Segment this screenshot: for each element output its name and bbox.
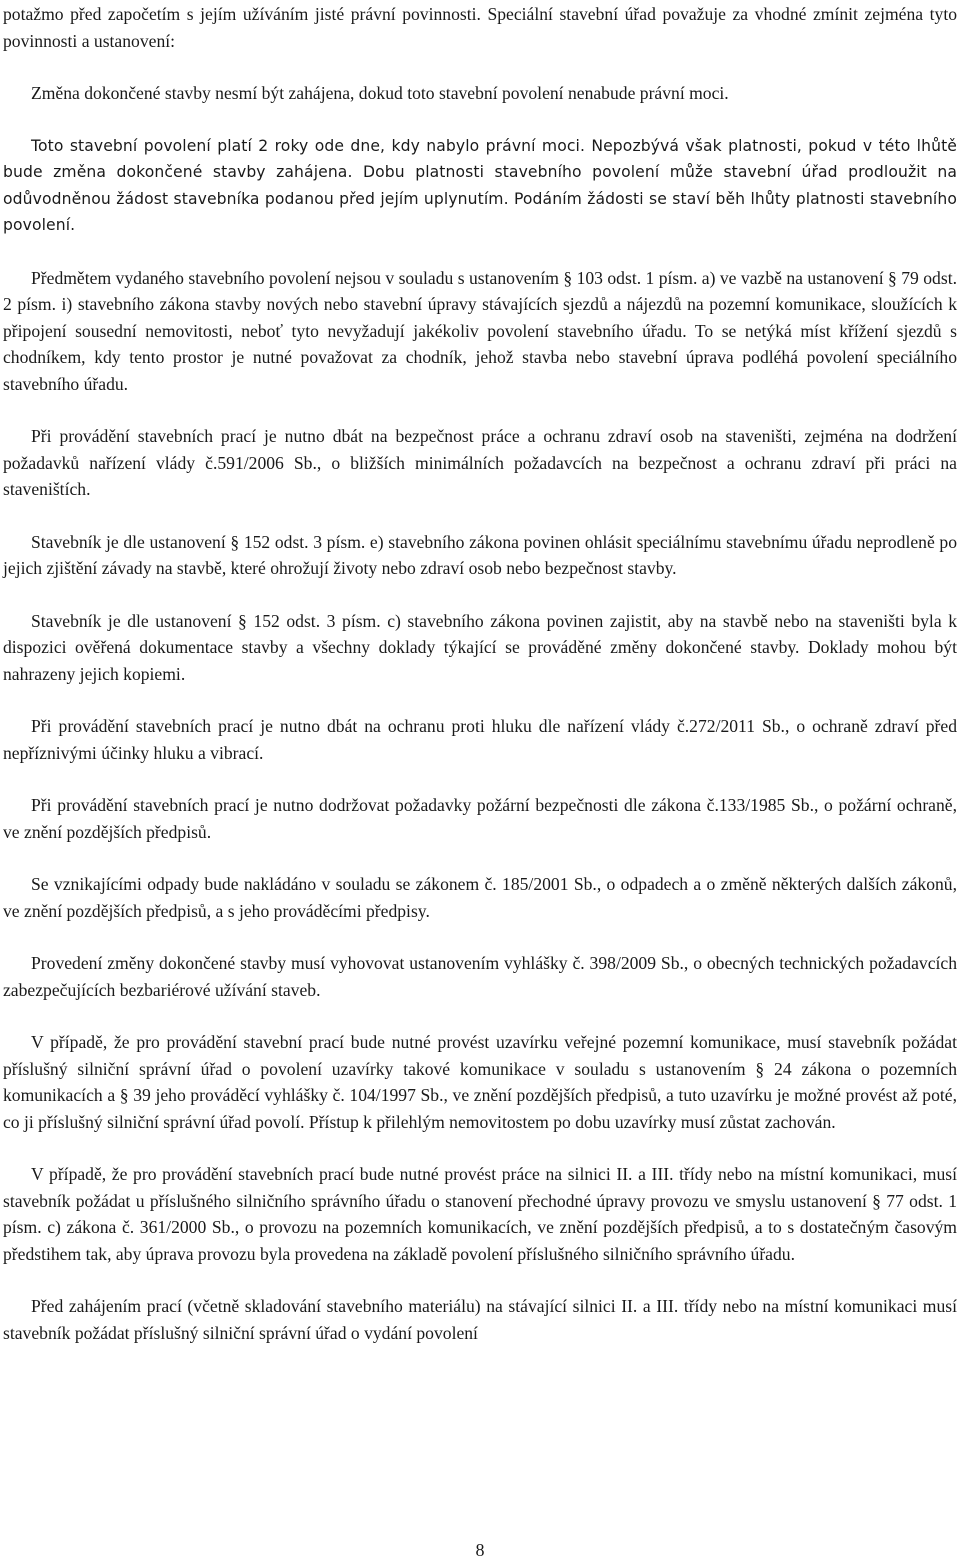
paragraph-13: V případě, že pro provádění stavebních prací bude nutné provést práce na silnici II. a III. třídy nebo na místní komunikaci, musí stavebník požádat u příslušného silničního správního úřadu o stanovení přechodné úpravy provozu ve smyslu ustanovení § 77 odst. 1 písm. c) zákona č. 361/2000 Sb., o provozu na pozemních komunikacích, ve znění pozdějších předpisů, a to s dostatečným časovým předstihem tak, aby úprava provozu byla provedena na základě povolení příslušného silničního správního úřadu.	[3, 1164, 957, 1264]
paragraph-14: Před zahájením prací (včetně skladování stavebního materiálu) na stávající silnici II. a III. třídy nebo na místní komunikaci musí stavebník požádat příslušný silniční správní úřad o vydání povolení	[3, 1296, 957, 1343]
paragraph-9: Při provádění stavebních prací je nutno dodržovat požadavky požární bezpečnosti dle zákona č.133/1985 Sb., o požární ochraně, ve znění pozdějších předpisů.	[3, 795, 957, 842]
paragraph-11: Provedení změny dokončené stavby musí vyhovovat ustanovením vyhlášky č. 398/2009 Sb., o obecných technických požadavcích zabezpečujících bezbariérové užívání staveb.	[3, 953, 957, 1000]
paragraph-2: Změna dokončené stavby nesmí být zahájena, dokud toto stavební povolení nenabude právní moci.	[31, 83, 729, 103]
paragraph-3: Toto stavební povolení platí 2 roky ode dne, kdy nabylo právní moci. Nepozbývá však platnosti, pokud v této lhůtě bude změna dokončené stavby zahájena. Dobu platnosti stavebního povolení může stavební úřad prodloužit na odůvodněnou žádost stavebníka podanou před jejím uplynutím. Podáním žádosti se staví běh lhůty platnosti stavebního povolení.	[3, 136, 957, 234]
paragraph-6: Stavebník je dle ustanovení § 152 odst. 3 písm. e) stavebního zákona povinen ohlásit speciálnímu stavebnímu úřadu neprodleně po jejich zjištění závady na stavbě, které ohrožují životy nebo zdraví osob nebo bezpečnost stavby.	[3, 531, 957, 578]
paragraph-4: Předmětem vydaného stavebního povolení nejsou v souladu s ustanovením § 103 odst. 1 písm. a) ve vazbě na ustanovení § 79 odst. 2 písm. i) stavebního zákona stavby nových nebo stavební úpravy stávajících sjezdů a nájezdů na pozemní komunikace, sloužících k připojení sousední nemovitosti, neboť tyto nevyžadují jakékoliv povolení stavebního úřadu. To se netýká míst křížení sjezdů s chodníkem, kdy tento prostor je nutné považovat za chodník, jehož stavba nebo stavební úprava podléhá povolení speciálního stavebního úřadu.	[3, 267, 957, 394]
paragraph-1: potažmo před započetím s jejím užíváním jisté právní povinnosti. Speciální stavební úřad považuje za vhodné zmínit zejména tyto povinnosti a ustanovení:	[3, 4, 957, 51]
paragraph-5: Při provádění stavebních prací je nutno dbát na bezpečnost práce a ochranu zdraví osob na staveništi, zejména na dodržení požadavků nařízení vlády č.591/2006 Sb., o bližších minimálních požadavcích na bezpečnost a ochranu zdraví při práci na staveništích.	[3, 426, 957, 499]
page-number: 8	[475, 1540, 485, 1560]
paragraph-7: Stavebník je dle ustanovení § 152 odst. 3 písm. c) stavebního zákona povinen zajistit, aby na stavbě nebo na staveništi byla k dispozici ověřená dokumentace stavby a všechny doklady týkající se prováděné změny dokončené stavby. Doklady mohou být nahrazeny jejich kopiemi.	[3, 610, 957, 684]
paragraph-12: V případě, že pro provádění stavební prací bude nutné provést uzavírku veřejné pozemní komunikace, musí stavebník požádat příslušný silniční správní úřad o povolení uzavírky takové komunikace v souladu s ustanovením § 24 zákona o pozemních komunikacích a § 39 jeho prováděcí vyhlášky č. 104/1997 Sb., ve znění pozdějších předpisů, a tuto uzavírku je možné provést až poté, co ji příslušný silniční správní úřad povolí. Přístup k přilehlým nemovitostem po dobu uzavírky musí zůstat zachován.	[3, 1032, 957, 1132]
paragraph-10: Se vznikajícími odpady bude nakládáno v souladu se zákonem č. 185/2001 Sb., o odpadech a o změně některých dalších zákonů, ve znění pozdějších předpisů, a s jeho prováděcími předpisy.	[3, 874, 957, 921]
paragraph-8: Při provádění stavebních prací je nutno dbát na ochranu proti hluku dle nařízení vlády č.272/2011 Sb., o ochraně zdraví před nepříznivými účinky hluku a vibrací.	[3, 716, 957, 763]
